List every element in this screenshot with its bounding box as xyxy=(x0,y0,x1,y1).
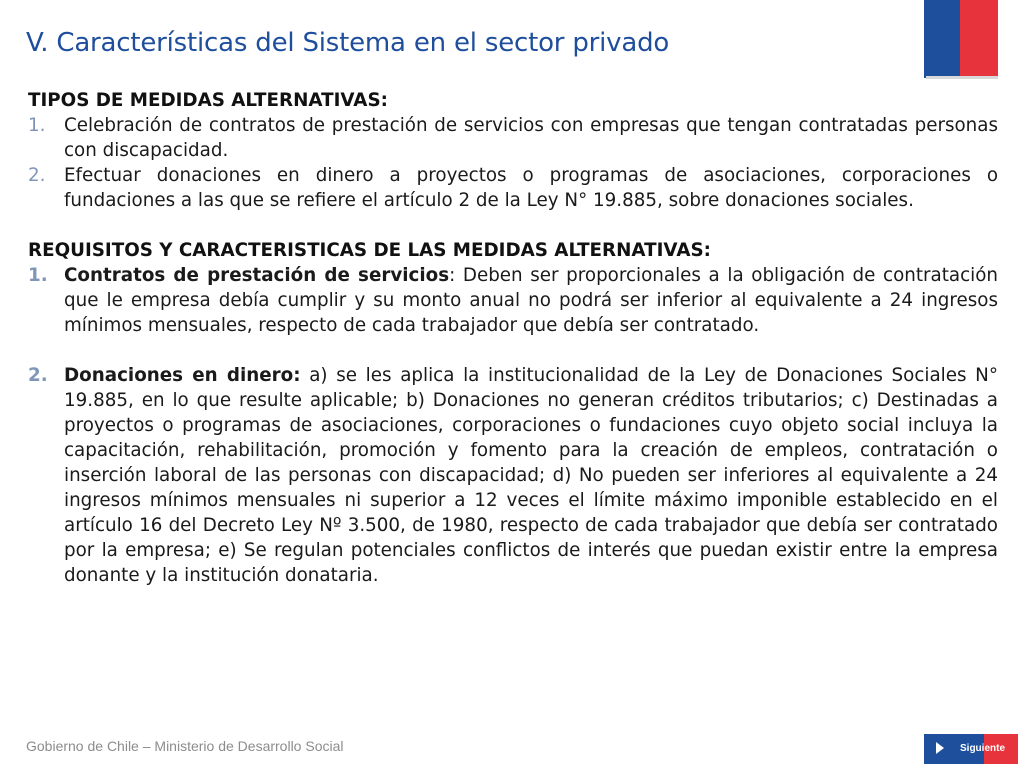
list-item-body: : Deben ser proporcionales a la obligación de contratación que le empresa debía cumplir y su monto anual no podrá ser inferior al equivalente a 24 ingresos mínimos mensuales, respecto de cada trabajador que debía ser contratado. xyxy=(64,265,998,336)
list-number: 2. xyxy=(28,365,48,386)
list-number: 1. xyxy=(28,115,46,136)
list-item-body: a) se les aplica la institucionalidad de la Ley de Donaciones Sociales N° 19.885, en lo que resulte aplicable; b) Donaciones no generan créditos tributarios; c) Destinadas a proyectos o programas de asociaciones, corporaciones o fundaciones cuyo objeto social incluya la capacitación, rehabilitación, promoción y fomento para la creación de empleos, contratación o inserción laboral de las personas con discapacidad; d) No pueden ser inferiores al equivalente a 24 ingresos mínimos mensuales ni superior a 12 veces el límite máximo imponible establecido en el artículo 16 del Decreto Ley Nº 3.500, de 1980, respecto de cada trabajador que debía ser contratado por la empresa; e) Se regulan potenciales conflictos de interés que puedan existir entre la empresa donante y la institución donataria. xyxy=(64,365,999,586)
play-arrow-icon xyxy=(936,742,944,754)
list-text: Celebración de contratos de prestación de servicios con empresas que tengan contratadas personas con discapacidad. xyxy=(64,115,998,161)
list-text xyxy=(64,363,998,588)
section-heading-tipos: TIPOS DE MEDIDAS ALTERNATIVAS: xyxy=(28,90,388,111)
list-item xyxy=(28,263,998,338)
list-number: 2. xyxy=(28,165,46,186)
page-title: V. Características del Sistema en el sector privado xyxy=(26,28,670,58)
list-text: Efectuar donaciones en dinero a proyectos o programas de asociaciones, corporaciones o fundaciones a las que se refiere el artículo 2 de la Ley N° 19.885, sobre donaciones sociales. xyxy=(64,165,998,211)
list-number: 1. xyxy=(28,265,48,286)
list-item xyxy=(28,363,998,588)
chile-flag-logo xyxy=(924,0,998,78)
next-button-label: Siguiente xyxy=(960,743,1006,754)
section-heading-requisitos: REQUISITOS Y CARACTERISTICAS DE LAS MEDIDAS ALTERNATIVAS: xyxy=(28,240,711,261)
footer-ministry-text: Gobierno de Chile – Ministerio de Desarrollo Social xyxy=(26,738,344,754)
slide-content xyxy=(28,88,998,588)
next-button[interactable] xyxy=(924,734,1018,764)
list-item-title: Donaciones en dinero: xyxy=(64,365,301,386)
list-text xyxy=(64,263,998,338)
list-item xyxy=(28,163,998,213)
list-item-title: Contratos de prestación de servicios xyxy=(64,265,450,286)
list-item xyxy=(28,113,998,163)
